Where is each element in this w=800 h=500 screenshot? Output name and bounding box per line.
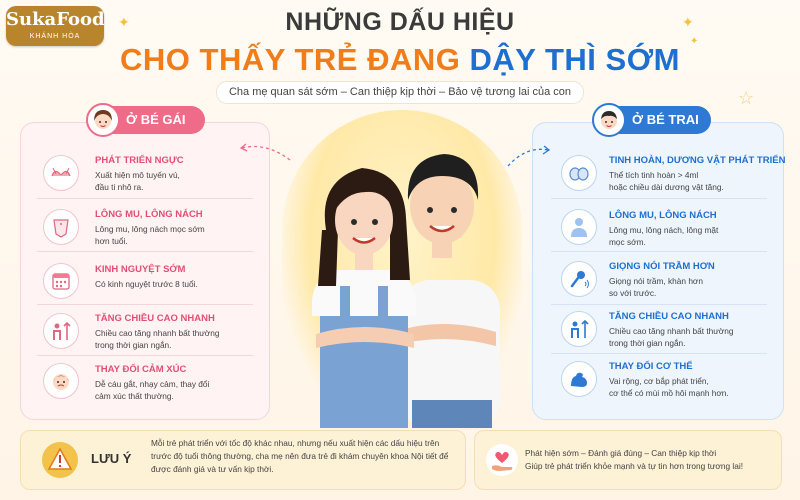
subtitle: Cha mẹ quan sát sớm – Can thiệp kịp thời – Bảo vệ tương lai của con xyxy=(216,81,584,104)
boy-item-3-title: GIỌNG NÓI TRẦM HƠN xyxy=(609,261,715,272)
girl-item-3-title: KINH NGUYỆT SỚM xyxy=(95,264,186,275)
divider xyxy=(37,304,253,305)
divider xyxy=(37,251,253,252)
divider xyxy=(551,251,767,252)
girl-avatar-icon xyxy=(86,103,120,137)
sparkle-icon: ✦ xyxy=(690,36,699,47)
divider xyxy=(551,198,767,199)
heart-hand-icon xyxy=(485,443,519,477)
tip-box xyxy=(474,430,782,490)
girl-item-3-desc: Có kinh nguyệt trước 8 tuổi. xyxy=(95,279,198,289)
tip-line1: Phát hiện sớm – Đánh giá đúng – Can thiệp kịp thời xyxy=(525,448,717,458)
microphone-icon xyxy=(561,261,597,297)
boy-item-5-title: THAY ĐỔI CƠ THỂ xyxy=(609,361,693,372)
logo-brand: SukaFood xyxy=(6,9,105,30)
boy-item-5-desc: Vai rộng, cơ bắp phát triển, cơ thể có mùi mồ hôi mạnh hơn. xyxy=(609,376,729,398)
tip-text xyxy=(525,447,777,473)
boy-body-icon xyxy=(561,209,597,245)
calendar-icon xyxy=(43,263,79,299)
height-growth-icon xyxy=(561,311,597,347)
girl-panel xyxy=(20,122,270,420)
girl-item-4-title: TĂNG CHIỀU CAO NHANH xyxy=(95,313,215,324)
boy-avatar-icon xyxy=(592,103,626,137)
boy-item-2-title: LÔNG MU, LÔNG NÁCH xyxy=(609,210,717,221)
note-box xyxy=(20,430,466,490)
boy-item-1-desc: Thể tích tinh hoàn > 4ml hoặc chiều dài dương vật tăng. xyxy=(609,170,724,192)
star-icon: ☆ xyxy=(738,88,755,108)
bra-icon xyxy=(43,155,79,191)
title-line1: NHỮNG DẤU HIỆU xyxy=(285,8,515,36)
boy-badge: Ở BÉ TRAI xyxy=(596,106,711,134)
sparkle-icon: ✦ xyxy=(682,14,694,30)
girl-item-5-desc: Dễ cáu gắt, nhạy cảm, thay đổi cảm xúc thất thường. xyxy=(95,379,210,401)
girl-item-2-desc: Lông mu, lông nách mọc sớm hơn tuổi. xyxy=(95,224,205,246)
note-label: LƯU Ý xyxy=(91,451,132,466)
girl-face-icon xyxy=(43,363,79,399)
boy-item-1-title: TINH HOÀN, DƯƠNG VẬT PHÁT TRIỂN xyxy=(609,155,786,166)
title-line2-orange: CHO THẤY TRẺ ĐANG xyxy=(120,42,461,77)
note-text: Mỗi trẻ phát triển với tốc độ khác nhau, nhưng nếu xuất hiện các dấu hiệu trên trước độ tuổi thông thường, cha mẹ nên đưa trẻ đi khám chuyên khoa Nội tiết để được đánh giá và tư vấn kịp thời. xyxy=(151,438,449,474)
divider xyxy=(551,304,767,305)
boy-panel xyxy=(532,122,784,420)
arrow-left-icon xyxy=(236,138,294,164)
title-line2-blue: DẬY THÌ SỚM xyxy=(469,42,680,77)
boy-item-2-desc: Lông mu, lông nách, lông mặt mọc sớm. xyxy=(609,225,719,247)
boy-item-4-desc: Chiều cao tăng nhanh bất thường trong thời gian ngắn. xyxy=(609,326,734,348)
sparkle-icon: ✦ xyxy=(118,14,130,30)
divider xyxy=(551,353,767,354)
divider xyxy=(37,355,253,356)
girl-figure xyxy=(312,168,416,428)
logo-sub: KHÁNH HÒA xyxy=(29,33,81,40)
testicle-icon xyxy=(561,155,597,191)
boy-item xyxy=(533,123,786,419)
girl-item xyxy=(21,123,269,419)
divider xyxy=(37,198,253,199)
title-line2 xyxy=(0,42,800,78)
girl-item-4-desc: Chiều cao tăng nhanh bất thường trong thời gian ngắn. xyxy=(95,328,220,350)
girl-badge: Ở BÉ GÁI xyxy=(90,106,205,134)
muscle-icon xyxy=(561,361,597,397)
children-illustration xyxy=(282,110,522,428)
girl-item-2-title: LÔNG MU, LÔNG NÁCH xyxy=(95,209,203,220)
girl-item-1-title: PHÁT TRIỂN NGỰC xyxy=(95,155,184,166)
girl-item-5-title: THAY ĐỔI CẢM XÚC xyxy=(95,364,187,375)
lower-body-icon xyxy=(43,209,79,245)
girl-item-1-desc: Xuất hiện mô tuyến vú, đầu ti nhô ra. xyxy=(95,170,180,192)
boy-item-4-title: TĂNG CHIỀU CAO NHANH xyxy=(609,311,729,322)
height-growth-icon xyxy=(43,313,79,349)
arrow-right-icon xyxy=(504,140,554,170)
tip-line2: Giúp trẻ phát triển khỏe mạnh và tự tin hơn trong tương lai! xyxy=(525,461,744,471)
boy-item-3-desc: Giọng nói trầm, khàn hơn so với trước. xyxy=(609,276,703,298)
warning-icon xyxy=(41,441,79,479)
